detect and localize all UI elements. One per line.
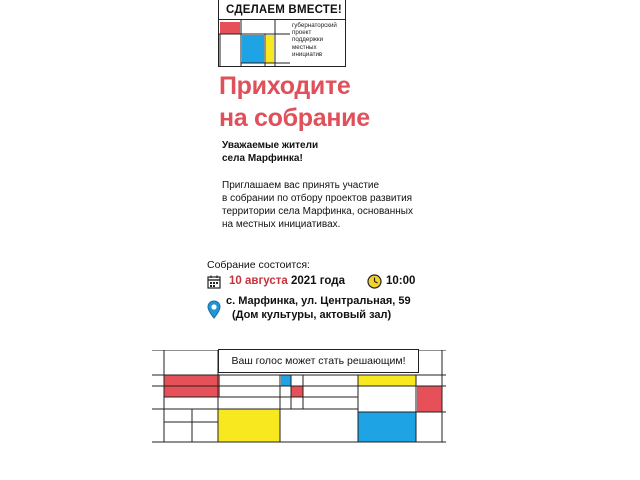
event-address-line-2: (Дом культуры, актовый зал) [232,309,392,321]
invitation-line-1: Приглашаем вас принять участие [222,180,380,191]
slogan-text: Ваш голос может стать решающим! [231,355,406,367]
project-logo [218,0,346,68]
heading-line-2: на собрание [219,104,370,132]
grid-yellow-top-block [358,375,416,386]
event-time: 10:00 [386,275,416,287]
location-pin-icon [207,300,221,319]
calendar-icon [207,275,221,289]
logo-red-block [220,22,240,34]
grid-blue-small-block [281,375,291,386]
logo-subtitle-line: губернаторский [292,22,337,29]
invitation-line-4: на местных инициативах. [222,219,341,230]
logo-blue-block [242,35,264,63]
logo-subtitle-line: поддержки [292,36,324,44]
logo-mosaic [218,19,290,67]
logo-subtitle [292,22,362,58]
grid-red-small-block [291,386,303,397]
logo-yellow-block [266,35,274,63]
clock-icon [367,274,382,289]
slogan-box [218,349,419,373]
event-date-highlight: 10 августа [229,275,288,287]
heading-line-1: Приходите [219,72,351,100]
logo-subtitle-line: проект [292,29,312,37]
grid-blue-bottom-block [358,412,416,442]
grid-yellow-bottom-block [218,409,280,442]
greeting-line-1: Уважаемые жители [222,140,319,151]
logo-subtitle-line: инициатив [292,50,323,58]
logo-title: СДЕЛАЕМ ВМЕСТЕ! [226,4,342,16]
event-date-year: 2021 года [287,275,345,287]
event-date [229,275,345,287]
event-address-line-1: с. Марфинка, ул. Центральная, 59 [226,295,411,307]
event-caption: Собрание состоится: [207,259,310,271]
invitation-line-3: территории села Марфинка, основанных [222,206,413,217]
invitation-line-2: в собрании по отбору проектов развития [222,193,413,204]
greeting-line-2: села Марфинка! [222,153,303,164]
grid-red-right-block [417,386,442,412]
logo-subtitle-line: местных [292,43,317,51]
